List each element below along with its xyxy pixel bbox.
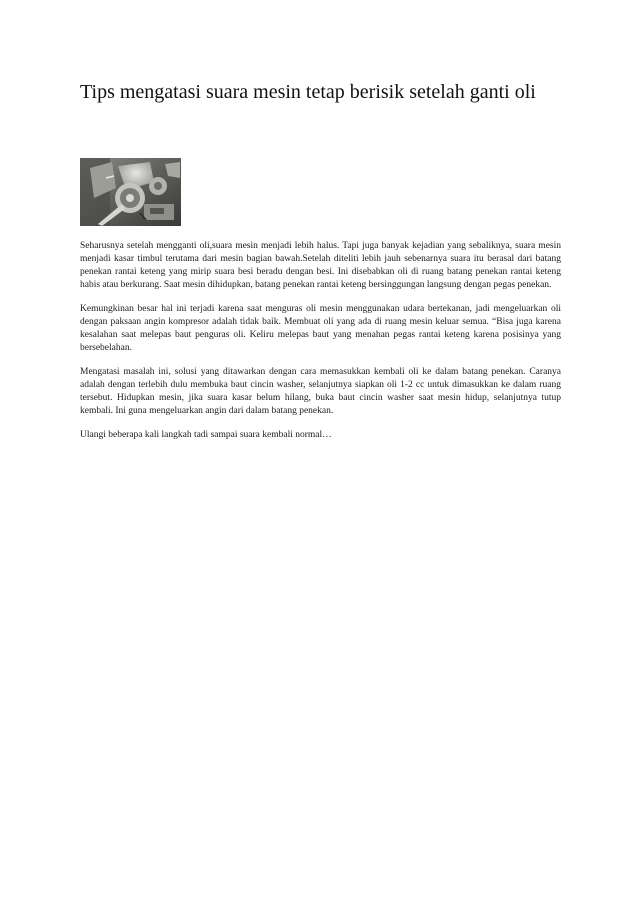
paragraph-4: Ulangi beberapa kali langkah tadi sampai suara kembali normal…: [80, 430, 332, 440]
document-title: Tips mengatasi suara mesin tetap berisik setelah ganti oli: [80, 81, 536, 103]
article-body: [80, 240, 561, 453]
paragraph-3: Mengatasi masalah ini, solusi yang ditawarkan dengan cara memasukkan kembali oli ke dalam batang penekan. Caranya adalah dengan terlebih dulu membuka baut cincin washer, selanjutnya siapkan oli 1-2 cc untuk dimasukkan ke dalam ruang tersebut. Hidupkan mesin, jika suara kasar belum hilang, buka baut cincin washer saat mesin hidup, selanjutnya tutup kembali. Ini guna mengeluarkan angin dari dalam batang penekan.: [80, 367, 561, 416]
engine-photo: [80, 158, 181, 226]
paragraph-1: Seharusnya setelah mengganti oli,suara mesin menjadi lebih halus. Tapi juga banyak kejadian yang sebaliknya, suara mesin menjadi kasar timbul terutama dari mesin bagian bawah.Setelah diteliti lebih jauh sebenarnya suara itu berasal dari batang penekan rantai keteng yang mirip suara besi beradu dengan besi. Ini disebabkan oli di ruang batang penekan rantai keteng habis atau berkurang. Saat mesin dihidupkan, batang penekan rantai keteng bersinggungan langsung dengan pegas penekan.: [80, 241, 561, 290]
paragraph-2: Kemungkinan besar hal ini terjadi karena saat menguras oli mesin menggunakan udara bertekanan, jadi mengeluarkan oli dengan paksaan angin kompresor adalah tidak baik. Membuat oli yang ada di ruang mesin keluar semua. “Bisa juga karena kesalahan saat melepas baut penguras oli. Keliru melepas baut yang menahan pegas rantai keteng karena posisinya yang bersebelahan.: [80, 304, 561, 353]
engine-photo-illustration: [80, 158, 181, 226]
